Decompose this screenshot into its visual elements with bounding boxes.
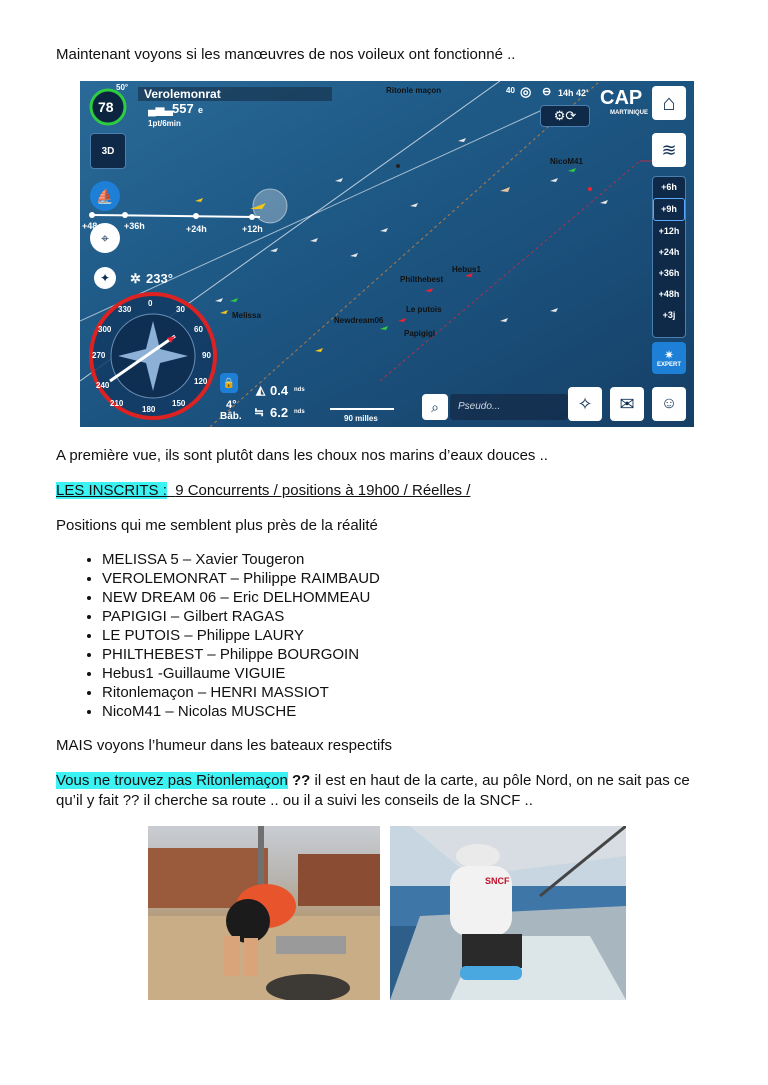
expert-button[interactable] — [652, 342, 686, 374]
lightbulb-icon: ✷ — [663, 348, 675, 362]
speed-unit-1: nds — [294, 387, 305, 393]
brand-sub: MARTINIQUE — [610, 110, 648, 116]
para-positions: Positions qui me semblent plus près de la réalité — [56, 517, 378, 534]
boat-label[interactable]: Papigigi — [404, 329, 436, 338]
race-time: 14h 42' — [558, 88, 589, 98]
speed-unit-2: nds — [294, 409, 305, 415]
list-item: • PAPIGIGI – Gilbert RAGAS — [102, 607, 380, 626]
boat-label[interactable]: Newdream06 — [334, 316, 384, 325]
layers-icon: ≋ — [661, 139, 677, 160]
search-icon: ⌕ — [431, 398, 439, 415]
compass-tick: 150 — [172, 399, 186, 408]
target-icon: ⌖ — [101, 229, 109, 246]
speed-value-1: 0.4 — [270, 383, 289, 398]
timeline-step[interactable]: +6h — [661, 182, 677, 192]
timeline-step[interactable]: +12h — [658, 226, 680, 236]
compass-tick: 210 — [110, 399, 124, 408]
photo-person-digging-art — [148, 826, 380, 1000]
compass-tick: 120 — [194, 377, 208, 386]
sync-button[interactable] — [540, 105, 590, 127]
search-button[interactable] — [422, 394, 448, 420]
highlight-ritonlemacon: Vous ne trouvez pas Ritonlemaçon — [56, 772, 288, 789]
heading-value: 233° — [146, 271, 173, 286]
friends-icon: ☺ — [660, 395, 678, 412]
heading-rest: 9 Concurrents / positions à 19h00 / Réelles / — [175, 482, 471, 499]
track-label: +36h — [124, 221, 145, 231]
score-value: 78 — [98, 99, 114, 115]
game-screenshot — [80, 81, 694, 427]
rank-value: 557 — [172, 101, 194, 116]
compass-tick: 330 — [118, 305, 132, 314]
para-first-view: A première vue, ils sont plutôt dans les choux nos marins d’eaux douces .. — [56, 447, 548, 464]
friends-button[interactable] — [652, 387, 686, 421]
timeline-step[interactable]: +24h — [658, 247, 680, 257]
sail-icon: ⛵ — [96, 187, 114, 204]
north-button[interactable] — [94, 267, 116, 289]
boat-label[interactable]: Philthebest — [400, 275, 444, 284]
wind-side: Bâb. — [220, 411, 242, 422]
map-overlay — [80, 81, 694, 427]
track-label: +48 — [82, 221, 98, 231]
list-item: • NicoM41 – Nicolas MUSCHE — [102, 702, 380, 721]
sail-speed-icon: ◭ — [256, 383, 266, 397]
track-label: +24h — [186, 224, 207, 234]
timeline-step[interactable]: +36h — [658, 268, 680, 278]
refresh-icon: ⚙⟳ — [553, 108, 577, 123]
para-ritonlemacon — [56, 771, 690, 791]
boat-label[interactable]: Hebus1 — [452, 265, 481, 274]
compass-icon: ✧ — [577, 393, 593, 414]
wind-angle: 4° — [226, 399, 237, 411]
trophy-icon: ▄▅▃ — [148, 104, 173, 116]
list-item: • VEROLEMONRAT – Philippe RAIMBAUD — [102, 569, 380, 588]
para-mood: MAIS voyons l’humeur dans les bateaux respectifs — [56, 737, 392, 754]
lock-button[interactable] — [220, 373, 238, 393]
wind-speed-icon: ≒ — [254, 405, 265, 419]
boat-label[interactable]: Melissa — [232, 311, 261, 320]
para5-rest: il est en haut de la carte, au pôle Nord, on ne sait pas ce — [310, 772, 690, 789]
home-button[interactable] — [652, 86, 686, 120]
competitor-list — [80, 550, 380, 721]
timeline-step[interactable]: +48h — [658, 289, 680, 299]
brand-logo: CAP — [600, 87, 643, 109]
compass-tick: 60 — [194, 325, 203, 334]
mail-button[interactable] — [610, 387, 644, 421]
compass-tick: 90 — [202, 351, 211, 360]
section-heading — [56, 481, 470, 501]
sail-button[interactable] — [90, 181, 120, 211]
photo-sailor-sncf-art — [390, 826, 626, 1000]
list-item: • NEW DREAM 06 – Eric DELHOMMEAU — [102, 588, 380, 607]
intro-text: Maintenant voyons si les manœuvres de nos voileux ont fonctionné .. — [56, 46, 516, 63]
scale-label: 90 milles — [344, 414, 378, 423]
wind-icon: ✲ — [130, 271, 141, 286]
list-item: • MELISSA 5 – Xavier Tougeron — [102, 550, 380, 569]
lifebuoy-icon[interactable]: ◎ — [520, 84, 532, 99]
score-degree: 50° — [116, 83, 129, 92]
photo-person-digging — [148, 826, 380, 1000]
speed-value-2: 6.2 — [270, 405, 289, 420]
view-3d-button[interactable] — [90, 133, 126, 169]
compass-tick: 30 — [176, 305, 185, 314]
alert-count: 40 — [506, 86, 515, 95]
rate-text: 1pt/6min — [148, 119, 181, 128]
list-item: • Hebus1 -Guillaume VIGUIE — [102, 664, 380, 683]
photo-sailor-sncf — [390, 826, 626, 1000]
expert-label: EXPERT — [656, 362, 681, 368]
mail-icon: ✉ — [619, 393, 635, 414]
compass-tick: 180 — [142, 405, 156, 414]
compass-tick: 240 — [96, 381, 110, 390]
search-input[interactable]: Pseudo... — [450, 394, 568, 420]
boat-name: Verolemonrat — [138, 87, 332, 101]
heading-label: LES INSCRITS : — [56, 482, 167, 499]
lock-icon: 🔒 — [222, 377, 236, 389]
compass-tick: 300 — [98, 325, 112, 334]
list-item: • LE PUTOIS – Philippe LAURY — [102, 626, 380, 645]
clock-icon: ⊖ — [542, 86, 552, 98]
boat-label[interactable]: Ritonle maçon — [386, 86, 442, 95]
compass-tick: 0 — [148, 299, 153, 308]
rank-suffix: e — [198, 105, 204, 115]
timeline-step[interactable]: +3j — [662, 310, 676, 320]
para-ritonlemacon-line2: qu’il y fait ?? il cherche sa route .. ou il a suivi les conseils de la SNCF .. — [56, 792, 533, 809]
question-marks: ?? — [287, 772, 311, 789]
compass-button[interactable] — [568, 387, 602, 421]
view-3d-label: 3D — [101, 145, 115, 157]
layers-button[interactable] — [652, 133, 686, 167]
compass-tick: 270 — [92, 351, 106, 360]
list-item: • Ritonlemaçon – HENRI MASSIOT — [102, 683, 380, 702]
forecast-timeline[interactable] — [652, 176, 686, 338]
sncf-logo: SNCF — [485, 876, 510, 886]
compass-needle-icon: ✦ — [99, 271, 111, 285]
boat-label[interactable]: Le putois — [406, 305, 442, 314]
boat-label[interactable]: NicoM41 — [550, 157, 583, 166]
timeline-step[interactable]: +9h — [653, 198, 685, 221]
list-item: • PHILTHEBEST – Philippe BOURGOIN — [102, 645, 380, 664]
home-icon: ⌂ — [662, 90, 676, 115]
track-label: +12h — [242, 224, 263, 234]
